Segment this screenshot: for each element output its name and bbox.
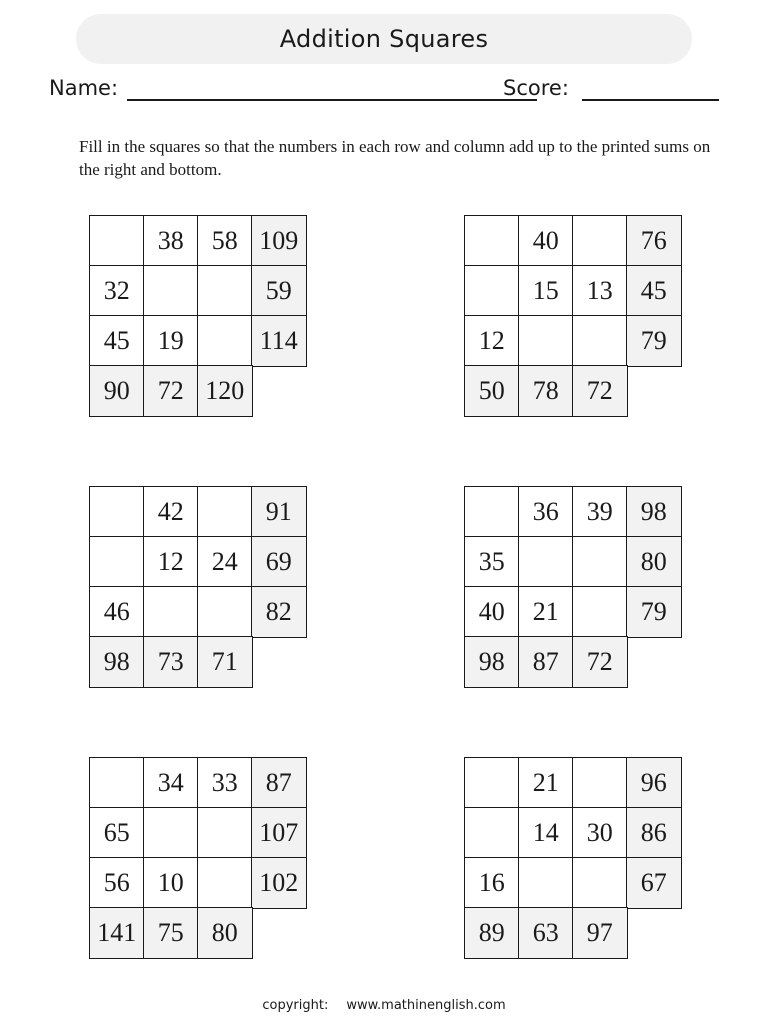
blank-answer-cell[interactable] <box>572 315 628 367</box>
blank-answer-cell[interactable] <box>518 315 574 367</box>
given-number-cell: 45 <box>89 315 145 367</box>
given-number-cell: 12 <box>143 536 199 588</box>
given-number-cell: 10 <box>143 857 199 909</box>
given-number-cell: 12 <box>464 315 520 367</box>
row-sum-cell: 109 <box>251 215 307 267</box>
title-banner <box>76 14 692 64</box>
blank-answer-cell[interactable] <box>464 757 520 809</box>
puzzle-4 <box>464 486 680 686</box>
empty-corner <box>626 636 682 688</box>
copyright-label: copyright: <box>262 998 329 1013</box>
row-sum-cell: 114 <box>251 315 307 367</box>
puzzle-2 <box>464 215 680 415</box>
given-number-cell: 58 <box>197 215 253 267</box>
column-sum-cell: 98 <box>89 636 145 688</box>
footer <box>0 998 768 1013</box>
given-number-cell: 16 <box>464 857 520 909</box>
row-sum-cell: 59 <box>251 265 307 317</box>
row-sum-cell: 79 <box>626 315 682 367</box>
given-number-cell: 36 <box>518 486 574 538</box>
given-number-cell: 13 <box>572 265 628 317</box>
given-number-cell: 42 <box>143 486 199 538</box>
row-sum-cell: 91 <box>251 486 307 538</box>
given-number-cell: 56 <box>89 857 145 909</box>
blank-answer-cell[interactable] <box>572 857 628 909</box>
blank-answer-cell[interactable] <box>89 486 145 538</box>
puzzle-3 <box>89 486 305 686</box>
given-number-cell: 35 <box>464 536 520 588</box>
blank-answer-cell[interactable] <box>197 315 253 367</box>
column-sum-cell: 120 <box>197 365 253 417</box>
empty-corner <box>626 907 682 959</box>
score-label: Score: <box>503 76 569 100</box>
column-sum-cell: 72 <box>143 365 199 417</box>
puzzle-5 <box>89 757 305 957</box>
given-number-cell: 19 <box>143 315 199 367</box>
column-sum-cell: 89 <box>464 907 520 959</box>
given-number-cell: 39 <box>572 486 628 538</box>
row-sum-cell: 80 <box>626 536 682 588</box>
empty-corner <box>251 636 307 688</box>
given-number-cell: 40 <box>464 586 520 638</box>
blank-answer-cell[interactable] <box>572 215 628 267</box>
blank-answer-cell[interactable] <box>143 807 199 859</box>
blank-answer-cell[interactable] <box>464 807 520 859</box>
blank-answer-cell[interactable] <box>464 486 520 538</box>
row-sum-cell: 45 <box>626 265 682 317</box>
column-sum-cell: 73 <box>143 636 199 688</box>
row-sum-cell: 107 <box>251 807 307 859</box>
row-sum-cell: 67 <box>626 857 682 909</box>
column-sum-cell: 141 <box>89 907 145 959</box>
given-number-cell: 33 <box>197 757 253 809</box>
name-label: Name: <box>49 76 119 100</box>
blank-answer-cell[interactable] <box>518 857 574 909</box>
blank-answer-cell[interactable] <box>143 265 199 317</box>
row-sum-cell: 87 <box>251 757 307 809</box>
blank-answer-cell[interactable] <box>572 536 628 588</box>
row-sum-cell: 69 <box>251 536 307 588</box>
blank-answer-cell[interactable] <box>572 757 628 809</box>
column-sum-cell: 71 <box>197 636 253 688</box>
blank-answer-cell[interactable] <box>89 215 145 267</box>
empty-corner <box>626 365 682 417</box>
column-sum-cell: 80 <box>197 907 253 959</box>
blank-answer-cell[interactable] <box>89 536 145 588</box>
puzzle-6 <box>464 757 680 957</box>
column-sum-cell: 72 <box>572 365 628 417</box>
blank-answer-cell[interactable] <box>197 265 253 317</box>
blank-answer-cell[interactable] <box>197 807 253 859</box>
page-title: Addition Squares <box>279 25 489 53</box>
given-number-cell: 32 <box>89 265 145 317</box>
column-sum-cell: 98 <box>464 636 520 688</box>
score-field[interactable] <box>582 99 719 101</box>
blank-answer-cell[interactable] <box>143 586 199 638</box>
row-sum-cell: 102 <box>251 857 307 909</box>
empty-corner <box>251 907 307 959</box>
site-url: www.mathinenglish.com <box>346 998 506 1013</box>
blank-answer-cell[interactable] <box>89 757 145 809</box>
blank-answer-cell[interactable] <box>197 486 253 538</box>
row-sum-cell: 76 <box>626 215 682 267</box>
given-number-cell: 34 <box>143 757 199 809</box>
row-sum-cell: 82 <box>251 586 307 638</box>
blank-answer-cell[interactable] <box>518 536 574 588</box>
given-number-cell: 21 <box>518 757 574 809</box>
given-number-cell: 40 <box>518 215 574 267</box>
given-number-cell: 21 <box>518 586 574 638</box>
column-sum-cell: 78 <box>518 365 574 417</box>
blank-answer-cell[interactable] <box>197 586 253 638</box>
row-sum-cell: 86 <box>626 807 682 859</box>
column-sum-cell: 75 <box>143 907 199 959</box>
given-number-cell: 65 <box>89 807 145 859</box>
column-sum-cell: 50 <box>464 365 520 417</box>
row-sum-cell: 79 <box>626 586 682 638</box>
given-number-cell: 46 <box>89 586 145 638</box>
given-number-cell: 24 <box>197 536 253 588</box>
blank-answer-cell[interactable] <box>572 586 628 638</box>
column-sum-cell: 63 <box>518 907 574 959</box>
blank-answer-cell[interactable] <box>464 265 520 317</box>
row-sum-cell: 98 <box>626 486 682 538</box>
given-number-cell: 15 <box>518 265 574 317</box>
column-sum-cell: 87 <box>518 636 574 688</box>
instructions: Fill in the squares so that the numbers in each row and column add up to the printed sums on the right and bottom. <box>79 137 711 179</box>
puzzle-1 <box>89 215 305 415</box>
blank-answer-cell[interactable] <box>197 857 253 909</box>
given-number-cell: 14 <box>518 807 574 859</box>
empty-corner <box>251 365 307 417</box>
name-score-row <box>49 72 721 106</box>
name-field[interactable] <box>127 99 537 101</box>
column-sum-cell: 97 <box>572 907 628 959</box>
blank-answer-cell[interactable] <box>464 215 520 267</box>
row-sum-cell: 96 <box>626 757 682 809</box>
column-sum-cell: 72 <box>572 636 628 688</box>
given-number-cell: 38 <box>143 215 199 267</box>
column-sum-cell: 90 <box>89 365 145 417</box>
given-number-cell: 30 <box>572 807 628 859</box>
